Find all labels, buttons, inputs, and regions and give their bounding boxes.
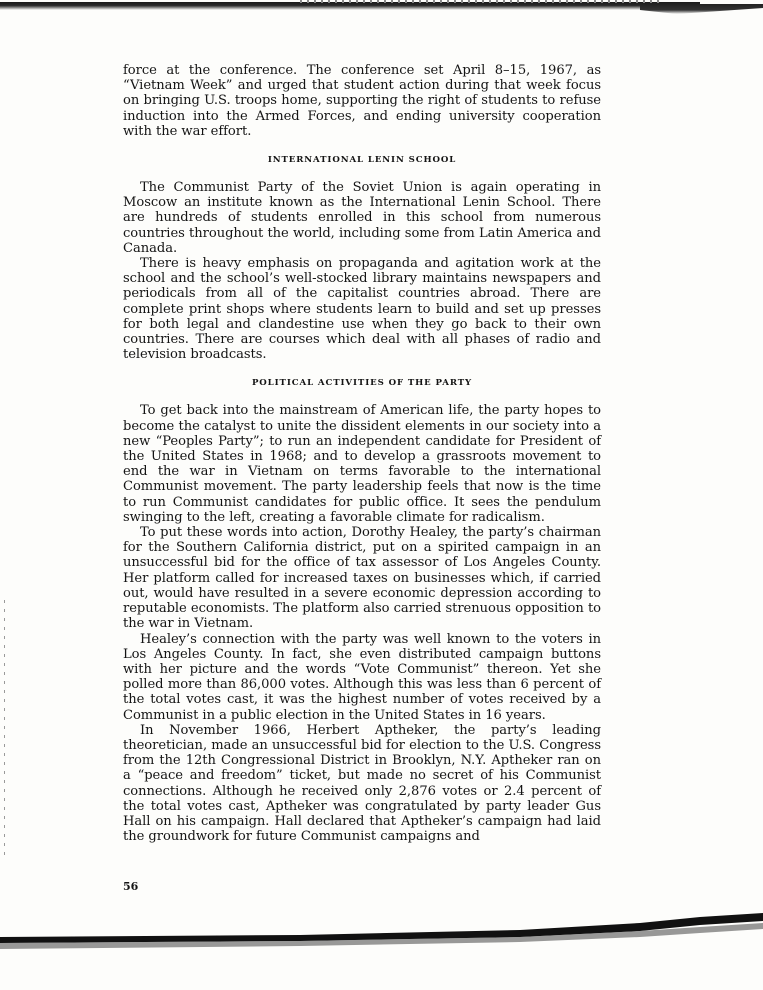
paragraph: In November 1966, Herbert Aptheker, the party’s leading theoretician, made an unsuccessful bid for election to the U.S. Congress from the 12th Congressional District in Brooklyn, N.Y. Aptheker ran on a “peace and freedom” ticket, but made no secret of his Communist connections. Although he received only 2,876 votes or 2.4 percent of the total votes cast, Aptheker was congratulated by party leader Gus Hall on his campaign. Hall declared that Aptheker’s campaign had laid the groundwork for future Communist campaigns and [123, 722, 601, 845]
paragraph: Healey’s connection with the party was well known to the voters in Los Angeles County. In fact, she even distributed campaign buttons with her picture and the words “Vote Communist” thereon. Yet she polled more than 86,000 votes. Although this was less than 6 percent of the total votes cast, it was the highest number of votes received by a Communist in a public election in the United States in 16 years. [123, 631, 601, 723]
scan-edge-left [4, 600, 5, 860]
section-heading-political-activities: POLITICAL ACTIVITIES OF THE PARTY [251, 378, 473, 389]
paragraph-intro: force at the conference. The conference set April 8–15, 1967, as “Vietnam Week” and urged that student action during that week focus on bringing U.S. troops home, supporting the right of students to refuse induction into the Armed Forces, and ending university cooperation with the war effort. [123, 63, 601, 139]
scan-edge-bottom [0, 913, 763, 953]
page-number: 56 [123, 880, 139, 893]
scan-edge-dots [300, 0, 660, 3]
paragraph: To put these words into action, Dorothy Healey, the party’s chairman for the Southern California district, put on a spirited campaign in an unsuccessful bid for the office of tax assessor of Los Angeles County. Her platform called for increased taxes on businesses which, if carried out, would have resulted in a severe economic depression according to reputable economists. The platform also carried strenuous opposition to the war in Vietnam. [123, 525, 601, 632]
scan-edge-top-right [640, 4, 763, 14]
section-heading-lenin-school: INTERNATIONAL LENIN SCHOOL [267, 155, 457, 166]
page-body [123, 63, 601, 844]
paragraph: To get back into the mainstream of American life, the party hopes to become the catalyst to unite the dissident elements in our society into a new “Peoples Party”; to run an independent candidate for President of the United States in 1968; and to develop a grassroots movement to end the war in Vietnam on terms favorable to the international Communist movement. The party leadership feels that now is the time to run Communist candidates for public office. It sees the pendulum swinging to the left, creating a favorable climate for radicalism. [123, 403, 601, 525]
paragraph: The Communist Party of the Soviet Union is again operating in Moscow an institute known as the International Lenin School. There are hundreds of students enrolled in this school from numerous countries throughout the world, including some from Latin America and Canada. [123, 180, 601, 256]
paragraph: There is heavy emphasis on propaganda and agitation work at the school and the school’s well-stocked library maintains newspapers and periodicals from all of the capitalist countries abroad. There are complete print shops where students learn to build and set up presses for both legal and clandestine use when they go back to their own countries. There are courses which deal with all phases of radio and television broadcasts. [123, 256, 601, 363]
scan-edge-top [0, 2, 700, 10]
